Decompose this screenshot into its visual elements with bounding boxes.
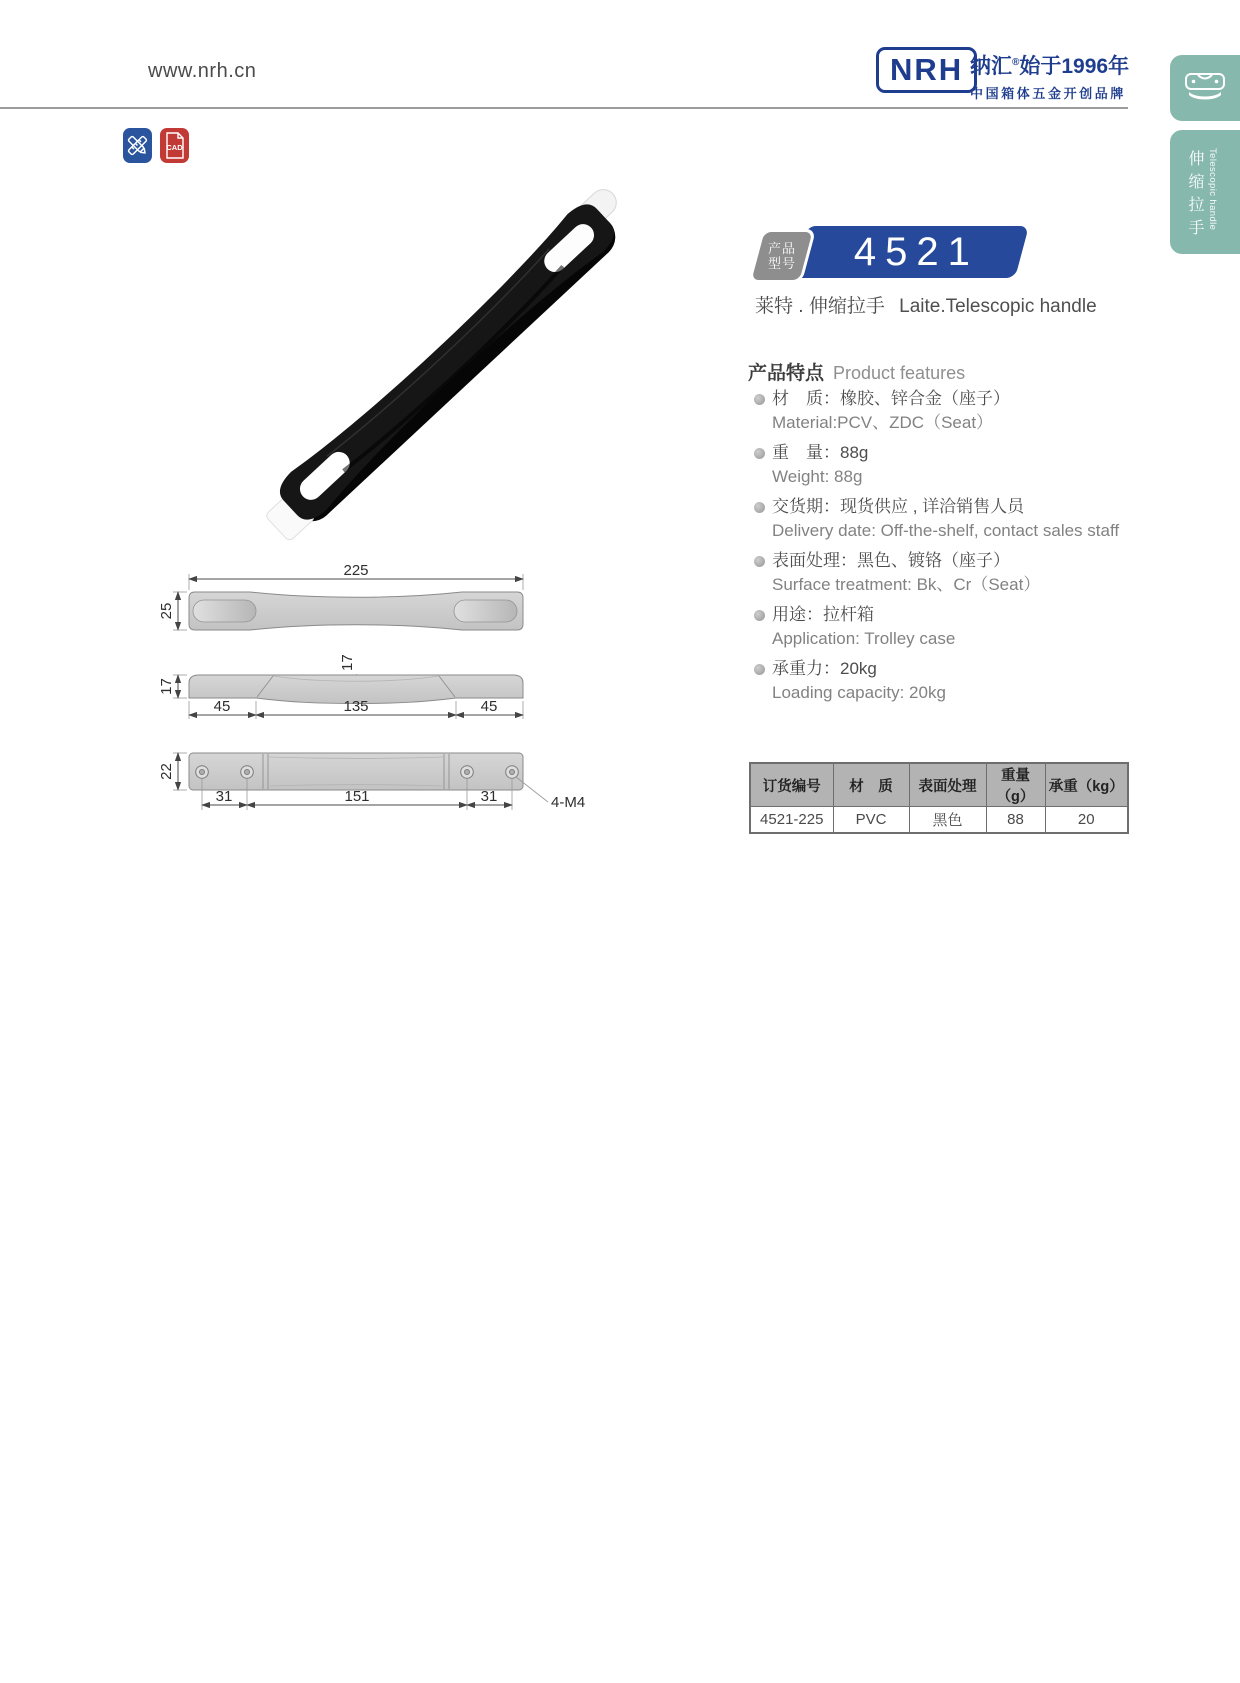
nrh-logo-text: NRH bbox=[890, 52, 964, 87]
sidebar-category-cn: 伸缩拉手 bbox=[1186, 150, 1203, 242]
feature-item: 材 质：橡胶、锌合金（座子） Material:PCV、ZDC（Seat） bbox=[748, 387, 1168, 435]
nrh-logo bbox=[876, 47, 977, 93]
dim-seg: 45 bbox=[213, 698, 231, 715]
model-number: 4521 bbox=[853, 229, 979, 274]
table-cell: 88 bbox=[986, 807, 1045, 834]
site-url[interactable]: www.nrh.cn bbox=[148, 60, 257, 82]
feature-item: 用途：拉杆箱 Application: Trolley case bbox=[748, 603, 1168, 651]
feature-item: 交货期：现货供应 , 详洽销售人员 Delivery date: Off-the-shelf, contact sales staff bbox=[748, 495, 1168, 543]
dim-height: 25 bbox=[158, 602, 175, 620]
dim-seg: 31 bbox=[215, 788, 233, 805]
drawing-side-view bbox=[158, 654, 523, 719]
table-cell: PVC bbox=[833, 807, 909, 834]
features-heading: 产品特点 Product features bbox=[748, 363, 966, 384]
table-header-cell: 重量（g） bbox=[986, 763, 1045, 807]
spec-table-header-row bbox=[750, 763, 1128, 807]
feature-item: 重 量：88g Weight: 88g bbox=[748, 441, 1168, 489]
dim-height: 17 bbox=[158, 678, 175, 695]
dim-center: 17 bbox=[339, 654, 356, 671]
brand-slogan: 中国箱体五金开创品牌 bbox=[970, 86, 1127, 101]
spec-table-row bbox=[750, 807, 1128, 834]
table-cell: 4521-225 bbox=[750, 807, 833, 834]
brand-text bbox=[970, 50, 1140, 102]
sidebar-category-tab[interactable] bbox=[1170, 130, 1240, 254]
dim-seg: 31 bbox=[480, 788, 498, 805]
dim-seg: 151 bbox=[344, 788, 370, 805]
registered-mark: ® bbox=[1012, 57, 1020, 68]
table-cell: 黑色 bbox=[909, 807, 986, 834]
product-name bbox=[755, 291, 1097, 318]
feature-item: 承重力：20kg Loading capacity: 20kg bbox=[748, 657, 1168, 705]
bullet-icon bbox=[754, 610, 765, 621]
features-list bbox=[748, 387, 1168, 711]
cad-icon-label: CAD bbox=[166, 143, 183, 152]
brand-title: 纳汇®始于1996年 bbox=[970, 55, 1130, 78]
product-name-en: Laite.Telescopic handle bbox=[899, 296, 1097, 317]
product-photo bbox=[225, 170, 665, 550]
dim-seg: 45 bbox=[480, 698, 498, 715]
bullet-icon bbox=[754, 394, 765, 405]
technical-drawings bbox=[140, 530, 620, 870]
case-handle-icon bbox=[1183, 69, 1227, 108]
drawing-top-view bbox=[158, 562, 523, 630]
dim-width: 225 bbox=[343, 562, 369, 579]
table-header-cell: 材 质 bbox=[833, 763, 909, 807]
feature-item: 表面处理：黑色、镀铬（座子） Surface treatment: Bk、Cr（Seat） bbox=[748, 549, 1168, 597]
bullet-icon bbox=[754, 556, 765, 567]
table-cell: 20 bbox=[1045, 807, 1128, 834]
model-tag-label: 产品 型号 bbox=[767, 241, 796, 271]
cad-file-icon[interactable] bbox=[160, 128, 189, 163]
ruler-pencil-icon[interactable] bbox=[123, 128, 152, 163]
thread-label: 4-M4 bbox=[551, 794, 586, 811]
spec-table bbox=[749, 762, 1129, 834]
dim-seg: 135 bbox=[343, 698, 369, 715]
table-header-cell: 订货编号 bbox=[750, 763, 833, 807]
header-divider bbox=[0, 107, 1128, 109]
bullet-icon bbox=[754, 448, 765, 459]
table-header-cell: 承重（kg） bbox=[1045, 763, 1128, 807]
model-banner bbox=[793, 226, 1029, 278]
bullet-icon bbox=[754, 502, 765, 513]
dim-height: 22 bbox=[158, 763, 175, 780]
sidebar-category-en: Telescopic handle bbox=[1207, 148, 1218, 231]
product-name-cn: 莱特 . 伸缩拉手 bbox=[755, 296, 885, 317]
sidebar-category-icon-tab[interactable] bbox=[1170, 55, 1240, 121]
bullet-icon bbox=[754, 664, 765, 675]
drawing-bottom-view bbox=[158, 753, 585, 811]
table-header-cell: 表面处理 bbox=[909, 763, 986, 807]
